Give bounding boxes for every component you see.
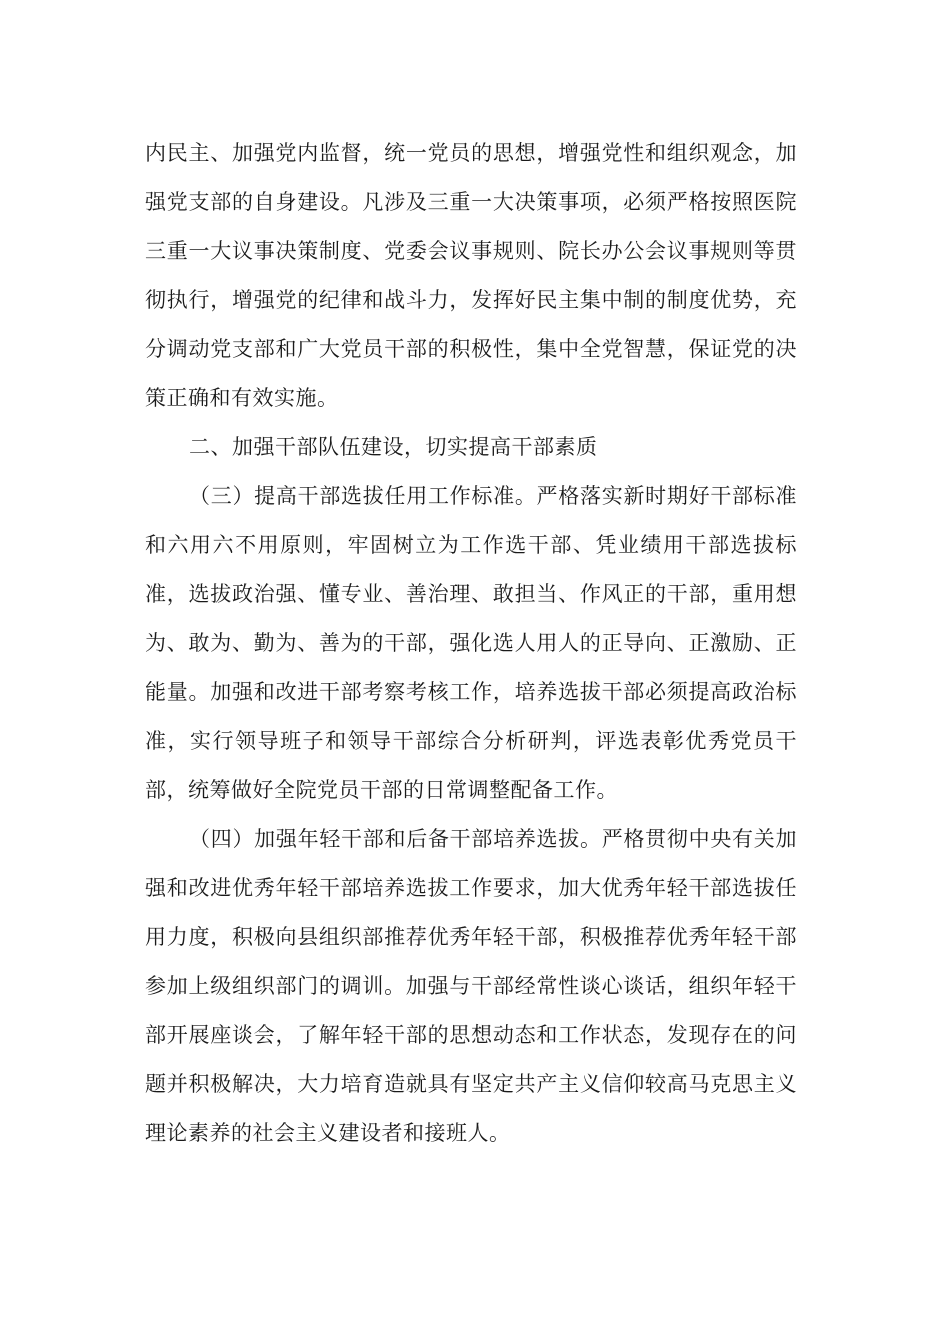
- paragraph-cadre-selection-standards: （三）提高干部选拔任用工作标准。严格落实新时期好干部标准和六用六不用原则，牢固树立为工作选干部、凭业绩用干部选拔标准，选拔政治强、懂专业、善治理、敢担当、作风正的干部，重用想为、敢为、勤为、善为的干部，强化选人用人的正导向、正激励、正能量。加强和改进干部考察考核工作，培养选拔干部必须提高政治标准，实行领导班子和领导干部综合分析研判，评选表彰优秀党员干部，统筹做好全院党员干部的日常调整配备工作。: [145, 484, 797, 802]
- section-heading-cadre-team: 二、加强干部队伍建设，切实提高干部素质: [189, 435, 598, 459]
- document-body: [145, 129, 797, 1158]
- paragraph-young-cadre-training: （四）加强年轻干部和后备干部培养选拔。严格贯彻中央有关加强和改进优秀年轻干部培养选拔工作要求，加大优秀年轻干部选拔任用力度，积极向县组织部推荐优秀年轻干部，积极推荐优秀年轻干部参加上级组织部门的调训。加强与干部经常性谈心谈话，组织年轻干部开展座谈会，了解年轻干部的思想动态和工作状态，发现存在的问题并积极解决，大力培育造就具有坚定共产主义信仰较高马克思主义理论素养的社会主义建设者和接班人。: [145, 827, 797, 1145]
- paragraph-party-democracy: 内民主、加强党内监督，统一党员的思想，增强党性和组织观念，加强党支部的自身建设。凡涉及三重一大决策事项，必须严格按照医院三重一大议事决策制度、党委会议事规则、院长办公会议事规则等贯彻执行，增强党的纪律和战斗力，发挥好民主集中制的制度优势，充分调动党支部和广大党员干部的积极性，集中全党智慧，保证党的决策正确和有效实施。: [145, 141, 797, 410]
